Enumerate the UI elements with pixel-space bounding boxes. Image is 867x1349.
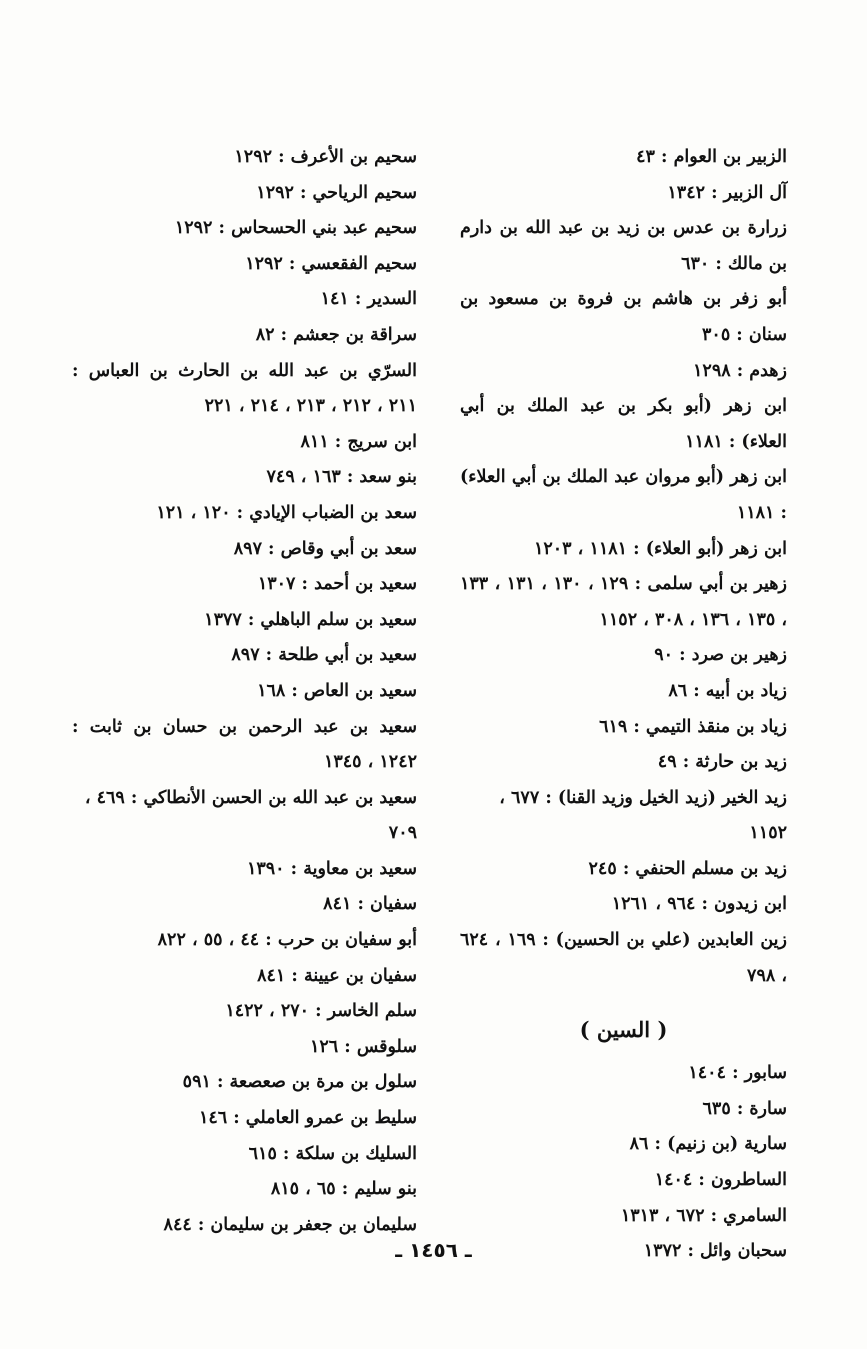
index-entry: الزبير بن العوام : ٤٣ [636,147,787,167]
index-entry: سلم الخاسر : ٢٧٠ ، ١٤٢٢ [225,1001,417,1022]
index-entry: سفيان : ٨٤١ [323,894,417,915]
index-entry: آل الزبير : ١٣٤٢ [667,182,787,203]
index-entry: ابن زهر (أبو بكر بن عبد الملك بن أبي العلاء) : ١١٨١ [460,396,787,452]
section-heading-seen: ( السين ) [579,1017,668,1043]
index-entry: الساطرون : ١٤٠٤ [654,1170,787,1191]
index-entry: بنو سليم : ٦٥ ، ٨١٥ [270,1179,417,1200]
index-entry: سفيان بن عيينة : ٨٤١ [257,965,417,986]
index-entry: السدير : ١٤١ [320,289,417,310]
index-entry: سحيم الفقعسي : ١٢٩٢ [245,253,417,274]
index-entry: سراقة بن جعشم : ٨٢ [255,324,417,345]
index-entry: زهير بن صرد : ٩٠ [654,645,787,666]
index-entry: زياد بن منقذ التيمي : ٦١٩ [599,716,787,737]
index-entry: سحيم الرياحي : ١٢٩٢ [256,182,417,203]
index-entry: سعيد بن سلم الباهلي : ١٣٧٧ [204,609,417,630]
index-entry: أبو سفيان بن حرب : ٤٤ ، ٥٥ ، ٨٢٢ [157,930,417,951]
page-number: ـ ١٤٥٦ ـ [395,1238,472,1262]
index-entry: زيد بن حارثة : ٤٩ [657,752,787,773]
index-entry: سعد بن الضباب الإيادي : ١٢٠ ، ١٢١ [156,502,417,523]
index-entry: سحبان وائل : ١٣٧٢ [643,1241,787,1262]
index-entry: ابن زهر (أبو العلاء) : ١١٨١ ، ١٢٠٣ [533,538,787,559]
index-entry: زيد الخير (زيد الخيل وزيد القنا) : ٦٧٧ ، ١١٥٢ [499,787,787,844]
index-entry: سليمان بن جعفر بن سليمان : ٨٤٤ [163,1214,417,1235]
index-entry: زهير بن أبي سلمى : ١٢٩ ، ١٣٠ ، ١٣١ ، ١٣٣ ، ١٣٥ ، ١٣٦ ، ٣٠٨ ، ١١٥٢ [460,574,787,630]
index-entry: سعيد بن عبد الرحمن بن حسان بن ثابت : ١٢٤٢ ، ١٣٤٥ [72,716,417,773]
index-entry: السليك بن سلكة : ٦١٥ [248,1143,417,1164]
index-entry: زهدم : ١٢٩٨ [693,360,787,381]
index-entry: سعيد بن العاص : ١٦٨ [257,680,417,701]
index-entry: زيد بن مسلم الحنفي : ٢٤٥ [588,858,787,879]
index-entry: سعيد بن معاوية : ١٣٩٠ [246,858,417,879]
index-entry: زرارة بن عدس بن زيد بن عبد الله بن دارم بن مالك : ٦٣٠ [460,218,787,274]
index-entry: زين العابدين (علي بن الحسين) : ١٦٩ ، ٦٢٤ ، ٧٩٨ [460,930,787,986]
index-entry: زياد بن أبيه : ٨٦ [668,680,787,701]
index-entry: سعد بن أبي وقاص : ٨٩٧ [233,538,417,559]
index-entry: ابن سريج : ٨١١ [300,431,417,452]
index-entry: سعيد بن أبي طلحة : ٨٩٧ [231,645,417,666]
index-entry: سارية (بن زنيم) : ٨٦ [629,1134,787,1155]
index-entry: سارة : ٦٣٥ [702,1098,787,1119]
index-entry: سعيد بن أحمد : ١٣٠٧ [257,574,417,595]
index-entry: سعيد بن عبد الله بن الحسن الأنطاكي : ٤٦٩ ، ٧٠٩ [84,787,417,844]
index-column-left [72,140,417,1243]
index-entry: سلوقس : ١٢٦ [309,1036,417,1057]
index-entry: السامري : ٦٧٢ ، ١٣١٣ [620,1205,787,1226]
index-entry: ابن زهر (أبو مروان عبد الملك بن أبي العلاء) : ١١٨١ [460,467,787,523]
index-entry: سلول بن مرة بن صعصعة : ٥٩١ [182,1072,417,1093]
index-entry: السرّي بن عبد الله بن الحارث بن العباس : ٢١١ ، ٢١٢ ، ٢١٣ ، ٢١٤ ، ٢٢١ [72,360,417,417]
index-entry: سابور : ١٤٠٤ [688,1063,787,1084]
index-entry: سليط بن عمرو العاملي : ١٤٦ [198,1108,417,1129]
index-entry: سحيم عبد بني الحسحاس : ١٢٩٢ [174,218,417,239]
index-entry: أبو زفر بن هاشم بن فروة بن مسعود بن سنان : ٣٠٥ [460,289,787,345]
index-column-right [460,140,787,1270]
index-entry: سحيم بن الأعرف : ١٢٩٢ [234,147,417,167]
index-entry: ابن زيدون : ٩٦٤ ، ١٢٦١ [611,894,787,915]
index-entry: بنو سعد : ١٦٣ ، ٧٤٩ [266,467,417,488]
